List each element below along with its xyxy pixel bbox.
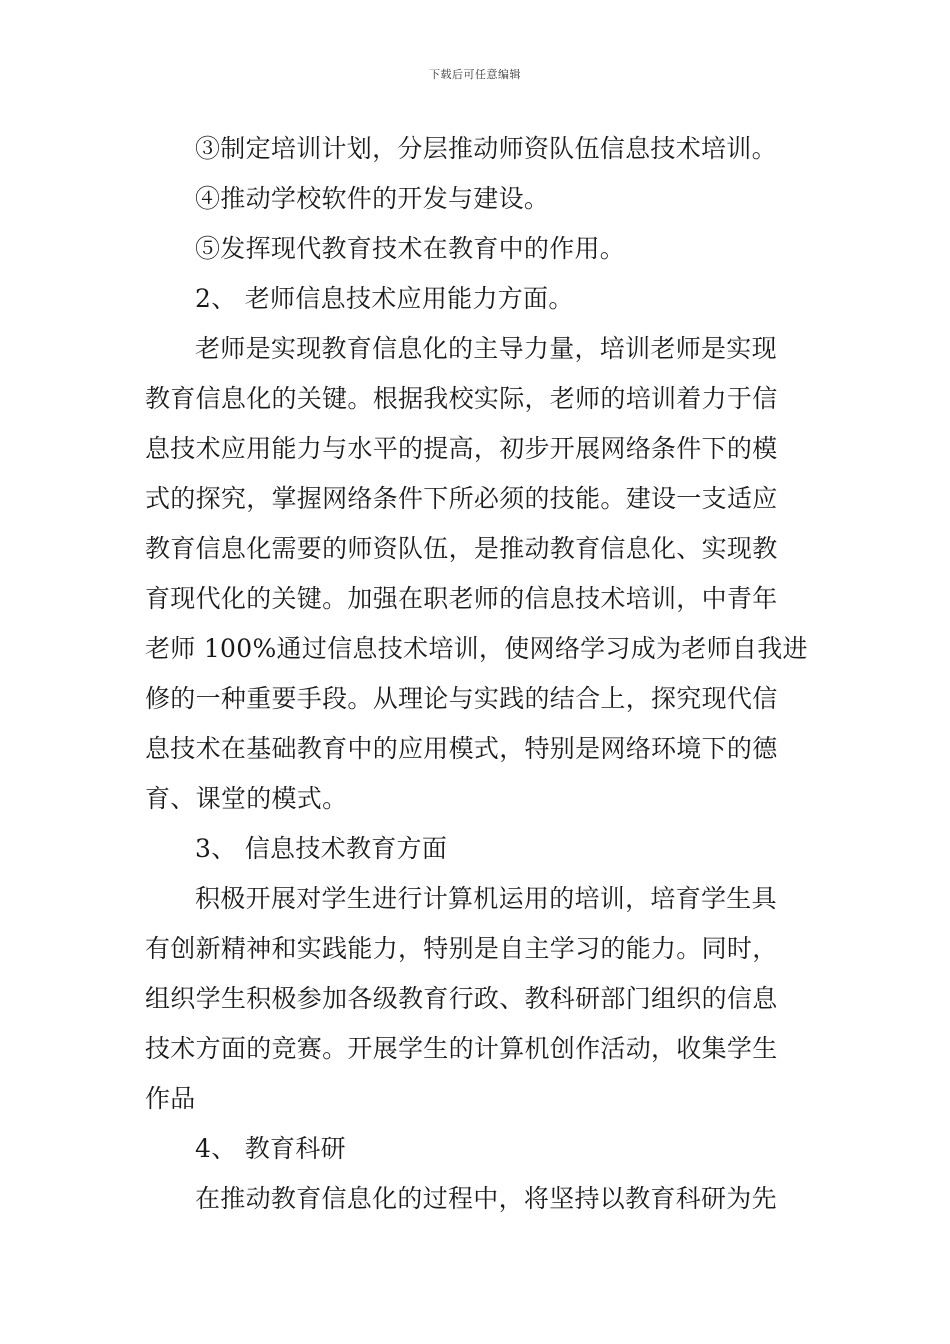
paragraph-line: 组织学生积极参加各级教育行政、教科研部门组织的信息: [145, 984, 778, 1013]
list-item-4: ④推动学校软件的开发与建设。: [195, 184, 550, 213]
paragraph-line: 在推动教育信息化的过程中，将坚持以教育科研为先: [195, 1184, 777, 1213]
section-heading-2: 2、 老师信息技术应用能力方面。: [195, 284, 574, 313]
paragraph-line: 技术方面的竞赛。开展学生的计算机创作活动，收集学生: [145, 1034, 778, 1063]
paragraph-line: 式的探究，掌握网络条件下所必须的技能。建设一支适应: [145, 484, 778, 513]
section-heading-3: 3、 信息技术教育方面: [195, 834, 448, 863]
list-item-5: ⑤发挥现代教育技术在教育中的作用。: [195, 234, 626, 263]
paragraph-line: 教育信息化需要的师资队伍，是推动教育信息化、实现教: [145, 534, 778, 563]
section-heading-4: 4、 教育科研: [195, 1134, 346, 1163]
paragraph-line: 息技术在基础教育中的应用模式，特别是网络环境下的德: [145, 734, 778, 763]
paragraph-line: 修的一种重要手段。从理论与实践的结合上，探究现代信: [145, 684, 778, 713]
paragraph-line: 教育信息化的关键。根据我校实际，老师的培训着力于信: [145, 384, 778, 413]
page-header: 下载后可任意编辑: [429, 68, 521, 81]
paragraph-line: 育现代化的关键。加强在职老师的信息技术培训，中青年: [145, 584, 778, 613]
paragraph-line: 老师 100%通过信息技术培训，使网络学习成为老师自我进: [145, 634, 808, 663]
paragraph-line: 积极开展对学生进行计算机运用的培训，培育学生具: [195, 884, 777, 913]
paragraph-line: 息技术应用能力与水平的提高，初步开展网络条件下的模: [145, 434, 778, 463]
paragraph-line: 老师是实现教育信息化的主导力量，培训老师是实现: [195, 334, 777, 363]
paragraph-line: 有创新精神和实践能力，特别是自主学习的能力。同时，: [145, 934, 778, 963]
paragraph-line: 育、课堂的模式。: [145, 784, 348, 813]
paragraph-line: 作品: [145, 1084, 196, 1113]
list-item-3: ③制定培训计划，分层推动师资队伍信息技术培训。: [195, 134, 777, 163]
